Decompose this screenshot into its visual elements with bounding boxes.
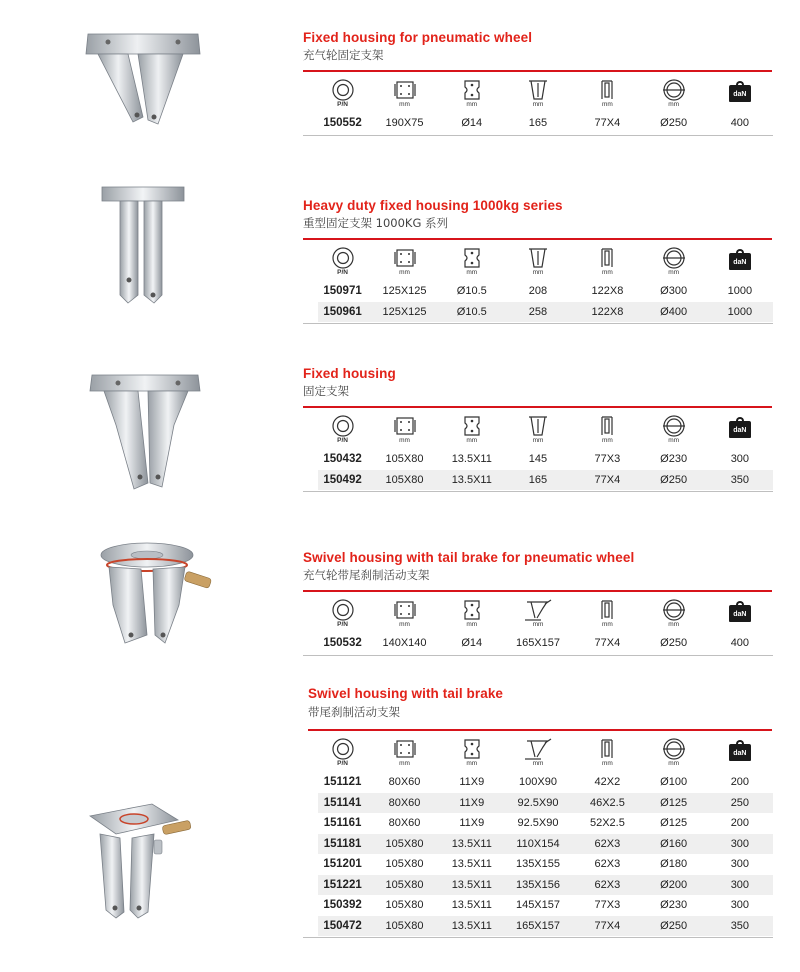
spec-cell: 11X9 — [459, 776, 485, 789]
header-cell — [367, 593, 442, 633]
spec-cell: 13.5X11 — [442, 470, 502, 491]
spec-cell: 46X2.5 — [574, 793, 640, 814]
plate-dimension-icon — [367, 737, 442, 761]
unit-caption: mm — [601, 437, 613, 444]
spec-cell: 13.5X11 — [442, 834, 502, 855]
header-cell — [318, 73, 367, 113]
section-title: Swivel housing with tail brake for pneumatic wheel — [303, 550, 635, 565]
unit-caption: mm — [532, 269, 544, 276]
spec-cell: 400 — [730, 117, 750, 130]
spec-cell: Ø14 — [461, 637, 483, 650]
part-number-cell: 150392 — [323, 899, 362, 912]
header-cell — [442, 732, 502, 772]
icon-header-row — [318, 593, 773, 633]
header-cell — [442, 241, 502, 281]
spec-cell: 165 — [502, 470, 575, 491]
spec-cell: 62X3 — [594, 858, 621, 871]
pn-caption: P/N — [337, 269, 348, 276]
header-cell — [502, 241, 575, 281]
height-icon — [502, 598, 575, 622]
spec-cell: 77X4 — [574, 916, 640, 937]
wheel-hub-icon — [318, 598, 367, 622]
spec-cell: Ø125 — [660, 817, 688, 830]
spec-cell: 110X154 — [502, 834, 575, 855]
spec-cell: 190X75 — [385, 117, 424, 130]
spec-cell: 11X9 — [442, 793, 502, 814]
spec-cell: 165X157 — [515, 637, 560, 650]
spec-cell: Ø180 — [660, 858, 688, 871]
spec-cell: 105X80 — [385, 453, 424, 466]
spec-cell: 62X3 — [574, 875, 640, 896]
product-photo-swivel-brake — [95, 535, 220, 650]
wheel-diameter-icon — [641, 598, 707, 622]
spec-cell: 300 — [730, 453, 750, 466]
unit-caption: mm — [668, 621, 680, 628]
section-title: Fixed housing for pneumatic wheel — [303, 30, 533, 45]
wheel-hub-icon — [318, 78, 367, 102]
spec-cell: 13.5X11 — [442, 916, 502, 937]
product-photo-fixed — [88, 365, 203, 495]
spec-cell: 77X4 — [594, 117, 621, 130]
spec-cell: 77X3 — [594, 899, 621, 912]
spec-cell: 1000 — [727, 285, 753, 298]
header-cell — [318, 732, 367, 772]
unit-caption: mm — [466, 101, 478, 108]
unit-caption: mm — [532, 437, 544, 444]
spec-cell: 92.5X90 — [517, 817, 559, 830]
header-cell — [502, 732, 575, 772]
part-number-cell: 151121 — [323, 776, 362, 789]
spec-cell: 165 — [528, 117, 548, 130]
icon-header-row — [318, 732, 773, 772]
table-row — [318, 854, 773, 875]
spec-cell: 250 — [707, 793, 773, 814]
bolt-hole-icon — [442, 246, 502, 270]
load-capacity-icon — [729, 87, 751, 99]
spec-cell: 13.5X11 — [451, 858, 492, 871]
spec-cell: 105X80 — [367, 834, 442, 855]
header-cell — [502, 409, 575, 449]
product-photo-swivel-brake — [82, 800, 210, 928]
table-bottom-rule — [303, 491, 773, 492]
unit-caption: mm — [466, 621, 478, 628]
spec-cell: Ø14 — [461, 117, 483, 130]
header-cell — [574, 732, 640, 772]
spec-cell: 13.5X11 — [442, 875, 502, 896]
header-cell — [707, 732, 773, 772]
spec-cell: Ø250 — [660, 637, 688, 650]
spec-cell: 135X156 — [502, 875, 575, 896]
spec-cell: Ø250 — [641, 916, 707, 937]
unit-caption: mm — [532, 760, 544, 767]
load-unit-label: daN — [729, 85, 751, 102]
wheel-hub-icon — [318, 414, 367, 438]
unit-caption: mm — [399, 437, 410, 444]
spec-cell: 125X125 — [367, 302, 442, 323]
unit-caption: mm — [466, 437, 478, 444]
header-cell — [641, 732, 707, 772]
table-row — [318, 113, 773, 134]
unit-caption: mm — [399, 760, 410, 767]
unit-caption: mm — [399, 621, 410, 628]
icon-header-row — [318, 241, 773, 281]
spec-cell: Ø10.5 — [456, 285, 487, 298]
spec-cell: 105X80 — [367, 470, 442, 491]
icon-header-row — [318, 73, 773, 113]
part-number-cell: 151141 — [318, 793, 367, 814]
bolt-hole-icon — [442, 414, 502, 438]
spec-cell: 13.5X11 — [451, 899, 492, 912]
part-number-cell: 151201 — [323, 858, 362, 871]
product-photo-fixed-pneumatic — [78, 22, 203, 132]
part-number-cell: 150432 — [323, 453, 362, 466]
section-subtitle: 充气轮带尾刹制活动支架 — [303, 568, 430, 582]
pn-caption: P/N — [337, 101, 348, 108]
unit-caption: mm — [668, 760, 680, 767]
height-icon — [502, 246, 575, 270]
spec-cell: 400 — [730, 637, 750, 650]
spec-table — [318, 241, 773, 322]
spec-cell: Ø10.5 — [442, 302, 502, 323]
product-photo-heavy-fixed — [98, 185, 188, 315]
spec-cell: 350 — [707, 470, 773, 491]
spec-cell: Ø230 — [660, 453, 688, 466]
table-bottom-rule — [303, 135, 773, 136]
spec-table — [318, 732, 773, 936]
table-row — [318, 813, 773, 834]
bolt-hole-icon — [442, 737, 502, 761]
unit-caption: mm — [668, 101, 680, 108]
header-cell — [574, 241, 640, 281]
spec-cell: 145X157 — [515, 899, 560, 912]
table-top-rule — [308, 729, 772, 731]
spec-cell: Ø250 — [641, 470, 707, 491]
header-cell — [367, 732, 442, 772]
wheel-diameter-icon — [641, 78, 707, 102]
spec-cell: Ø400 — [641, 302, 707, 323]
width-icon — [574, 598, 640, 622]
header-cell — [502, 593, 575, 633]
load-unit-label: daN — [729, 744, 751, 761]
icon-header-row — [318, 409, 773, 449]
height-icon — [502, 414, 575, 438]
header-cell — [367, 241, 442, 281]
wheel-diameter-icon — [641, 414, 707, 438]
spec-cell: 300 — [707, 875, 773, 896]
wheel-hub-icon — [318, 246, 367, 270]
table-row — [318, 633, 773, 654]
table-top-rule — [303, 590, 772, 592]
header-cell — [641, 593, 707, 633]
part-number-cell: 150492 — [318, 470, 367, 491]
spec-cell: 77X3 — [594, 453, 621, 466]
spec-cell: Ø200 — [641, 875, 707, 896]
spec-cell: 105X80 — [385, 899, 424, 912]
spec-cell: Ø300 — [660, 285, 688, 298]
load-capacity-icon — [729, 746, 751, 758]
unit-caption: mm — [601, 621, 613, 628]
load-capacity-icon — [729, 255, 751, 267]
unit-caption: mm — [466, 269, 478, 276]
table-top-rule — [303, 238, 772, 240]
spec-cell: 300 — [730, 858, 750, 871]
header-cell — [442, 593, 502, 633]
part-number-cell: 151161 — [323, 817, 362, 830]
pn-caption: P/N — [337, 437, 348, 444]
header-cell — [641, 73, 707, 113]
header-cell — [707, 73, 773, 113]
header-cell — [641, 409, 707, 449]
spec-cell: 1000 — [707, 302, 773, 323]
height-icon — [502, 737, 575, 761]
bolt-hole-icon — [442, 598, 502, 622]
unit-caption: mm — [668, 437, 680, 444]
header-cell — [367, 409, 442, 449]
table-row — [318, 916, 773, 937]
unit-caption: mm — [601, 269, 613, 276]
spec-cell: 13.5X11 — [451, 453, 492, 466]
table-bottom-rule — [303, 323, 773, 324]
spec-cell: 80X60 — [388, 817, 421, 830]
table-row — [318, 834, 773, 855]
spec-cell: 42X2 — [594, 776, 621, 789]
table-row — [318, 772, 773, 793]
spec-cell: 145 — [528, 453, 548, 466]
spec-cell: 125X125 — [382, 285, 427, 298]
spec-cell: 165X157 — [502, 916, 575, 937]
wheel-diameter-icon — [641, 737, 707, 761]
unit-caption: mm — [532, 101, 544, 108]
load-capacity-icon — [729, 607, 751, 619]
spec-table — [318, 409, 773, 490]
wheel-diameter-icon — [641, 246, 707, 270]
header-cell — [318, 593, 367, 633]
table-top-rule — [303, 406, 772, 408]
spec-cell: 122X8 — [574, 302, 640, 323]
pn-caption: P/N — [337, 760, 348, 767]
plate-dimension-icon — [367, 598, 442, 622]
spec-cell: 350 — [707, 916, 773, 937]
spec-table — [318, 593, 773, 654]
plate-dimension-icon — [367, 414, 442, 438]
spec-cell: 200 — [730, 817, 750, 830]
table-row — [318, 470, 773, 491]
unit-caption: mm — [399, 269, 410, 276]
table-top-rule — [303, 70, 772, 72]
load-unit-label: daN — [729, 253, 751, 270]
spec-cell: 92.5X90 — [502, 793, 575, 814]
table-row — [318, 281, 773, 302]
table-row — [318, 449, 773, 470]
header-cell — [574, 73, 640, 113]
part-number-cell: 150532 — [323, 637, 362, 650]
spec-cell: 200 — [730, 776, 750, 789]
header-cell — [502, 73, 575, 113]
width-icon — [574, 246, 640, 270]
plate-dimension-icon — [367, 246, 442, 270]
wheel-hub-icon — [318, 737, 367, 761]
spec-cell: 105X80 — [385, 858, 424, 871]
table-bottom-rule — [303, 937, 773, 938]
section-title: Heavy duty fixed housing 1000kg series — [303, 198, 563, 213]
section-subtitle: 带尾刹制活动支架 — [308, 705, 400, 719]
header-cell — [574, 593, 640, 633]
part-number-cell: 150472 — [318, 916, 367, 937]
unit-caption: mm — [601, 101, 613, 108]
unit-caption: mm — [466, 760, 478, 767]
spec-table — [318, 73, 773, 134]
section-subtitle: 固定支架 — [303, 384, 349, 398]
spec-cell: 135X155 — [515, 858, 560, 871]
part-number-cell: 150961 — [318, 302, 367, 323]
part-number-cell: 150971 — [323, 285, 362, 298]
plate-dimension-icon — [367, 78, 442, 102]
header-cell — [707, 593, 773, 633]
spec-cell: 80X60 — [367, 793, 442, 814]
width-icon — [574, 78, 640, 102]
spec-cell: 105X80 — [367, 916, 442, 937]
spec-cell: 208 — [528, 285, 548, 298]
spec-cell: 11X9 — [459, 817, 485, 830]
load-capacity-icon — [729, 423, 751, 435]
pn-caption: P/N — [337, 621, 348, 628]
spec-cell: 258 — [502, 302, 575, 323]
spec-cell: 100X90 — [519, 776, 557, 789]
header-cell — [707, 241, 773, 281]
header-cell — [442, 409, 502, 449]
section-subtitle: 充气轮固定支架 — [303, 48, 384, 62]
spec-cell: 140X140 — [382, 637, 427, 650]
header-cell — [574, 409, 640, 449]
spec-cell: Ø100 — [660, 776, 688, 789]
bolt-hole-icon — [442, 78, 502, 102]
header-cell — [318, 409, 367, 449]
spec-cell: Ø160 — [641, 834, 707, 855]
spec-cell: 122X8 — [591, 285, 624, 298]
part-number-cell: 151181 — [318, 834, 367, 855]
unit-caption: mm — [601, 760, 613, 767]
spec-cell: 105X80 — [367, 875, 442, 896]
load-unit-label: daN — [729, 605, 751, 622]
header-cell — [442, 73, 502, 113]
header-cell — [707, 409, 773, 449]
spec-cell: Ø125 — [641, 793, 707, 814]
spec-cell: 300 — [707, 834, 773, 855]
spec-cell: 77X4 — [574, 470, 640, 491]
part-number-cell: 151221 — [318, 875, 367, 896]
section-subtitle: 重型固定支架 1000KG 系列 — [303, 216, 449, 230]
spec-cell: Ø250 — [660, 117, 688, 130]
table-row — [318, 302, 773, 323]
spec-cell: 62X3 — [574, 834, 640, 855]
header-cell — [367, 73, 442, 113]
unit-caption: mm — [532, 621, 544, 628]
width-icon — [574, 737, 640, 761]
header-cell — [641, 241, 707, 281]
part-number-cell: 150552 — [323, 117, 362, 130]
spec-cell: 80X60 — [388, 776, 421, 789]
spec-cell: Ø230 — [660, 899, 688, 912]
unit-caption: mm — [399, 101, 410, 108]
table-row — [318, 875, 773, 896]
width-icon — [574, 414, 640, 438]
table-bottom-rule — [303, 655, 773, 656]
spec-cell: 300 — [730, 899, 750, 912]
load-unit-label: daN — [729, 421, 751, 438]
height-icon — [502, 78, 575, 102]
section-title: Swivel housing with tail brake — [308, 686, 504, 701]
spec-cell: 77X4 — [594, 637, 621, 650]
section-title: Fixed housing — [303, 366, 396, 381]
header-cell — [318, 241, 367, 281]
table-row — [318, 793, 773, 814]
table-row — [318, 895, 773, 916]
unit-caption: mm — [668, 269, 680, 276]
spec-cell: 52X2.5 — [589, 817, 625, 830]
